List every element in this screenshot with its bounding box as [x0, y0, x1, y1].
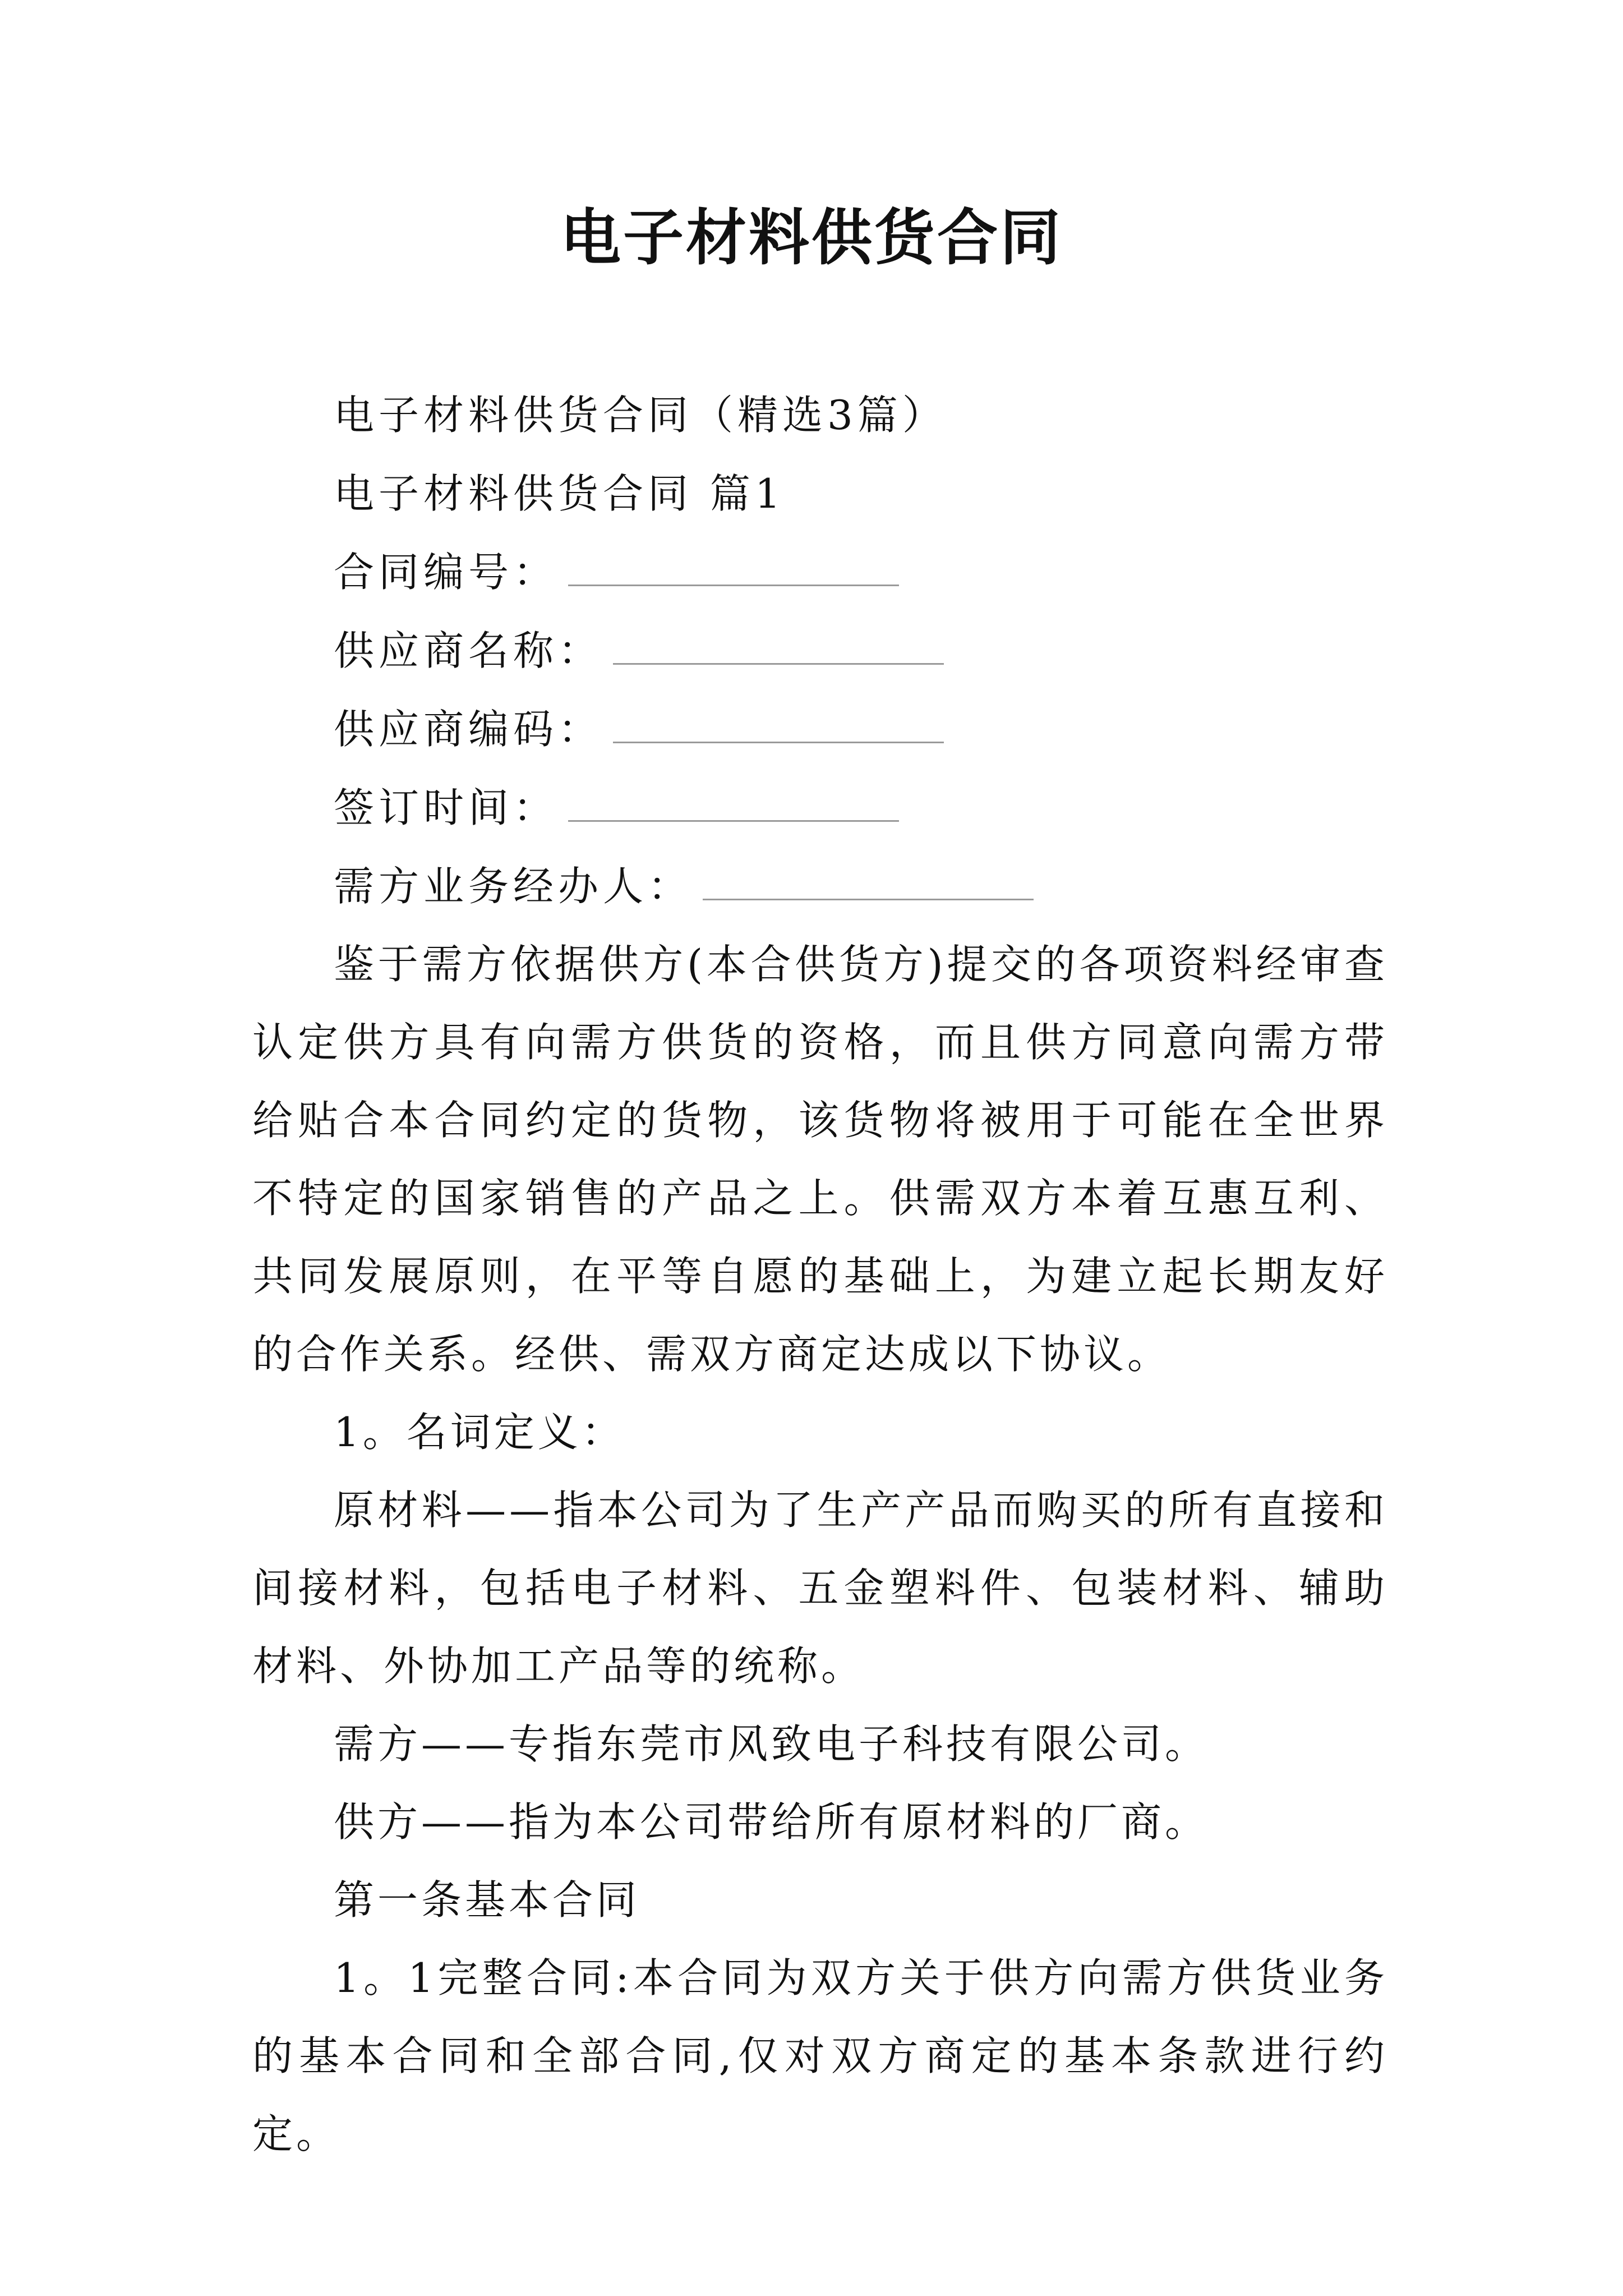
preamble-paragraph: 鉴于需方依据供方(本合供货方)提交的各项资料经审查认定供方具有向需方供货的资格，而且供方同意向需方带给贴合本合同约定的货物，该货物将被用于可能在全世界不特定的国家销售的产品之上。供需双方本着互惠互利、共同发展原则，在平等自愿的基础上，为建立起长期友好的合作关系。经供、需双方商定达成以下协议。: [252, 941, 1388, 1378]
sign-date-row: [252, 769, 1388, 847]
supplier-name-label: 供应商名称：: [334, 627, 603, 674]
buyer-definition: 需方——专指东莞市风致电子科技有限公司。: [334, 1720, 1209, 1768]
clause-1-1: 1。1完整合同:本合同为双方关于供方向需方供货业务的基本合同和全部合同,仅对双方商定的基本条款进行约定。: [252, 1954, 1388, 2157]
buyer-agent-blank: [703, 865, 1034, 900]
buyer-agent-label: 需方业务经办人：: [334, 863, 693, 910]
raw-material-definition: 原材料——指本公司为了生产产品而购买的所有直接和间接材料，包括电子材料、五金塑料件、包装材料、辅助材料、外协加工产品等的统称。: [252, 1487, 1388, 1690]
supplier-code-label: 供应商编码：: [334, 706, 603, 753]
sign-date-blank: [568, 786, 899, 822]
buyer-agent-row: [252, 847, 1388, 926]
contract-number-blank: [568, 551, 899, 586]
sign-date-label: 签订时间：: [334, 784, 559, 831]
supplier-name-blank: [613, 629, 944, 665]
document-body: [252, 376, 1388, 2173]
supplier-code-row: [252, 690, 1388, 769]
subtitle-line: 电子材料供货合同（精选3篇）: [334, 392, 947, 439]
definitions-heading: 1。名词定义：: [334, 1409, 625, 1456]
supplier-code-blank: [613, 708, 944, 743]
supplier-definition: 供方——指为本公司带给所有原材料的厂商。: [334, 1798, 1209, 1846]
article-one-heading: 第一条基本合同: [334, 1876, 640, 1924]
document-title: 电子材料供货合同: [560, 203, 1063, 273]
chapter-heading: 电子材料供货合同 篇1: [334, 470, 785, 517]
contract-number-row: [252, 533, 1388, 611]
supplier-name-row: [252, 611, 1388, 690]
contract-number-label: 合同编号：: [334, 549, 559, 596]
